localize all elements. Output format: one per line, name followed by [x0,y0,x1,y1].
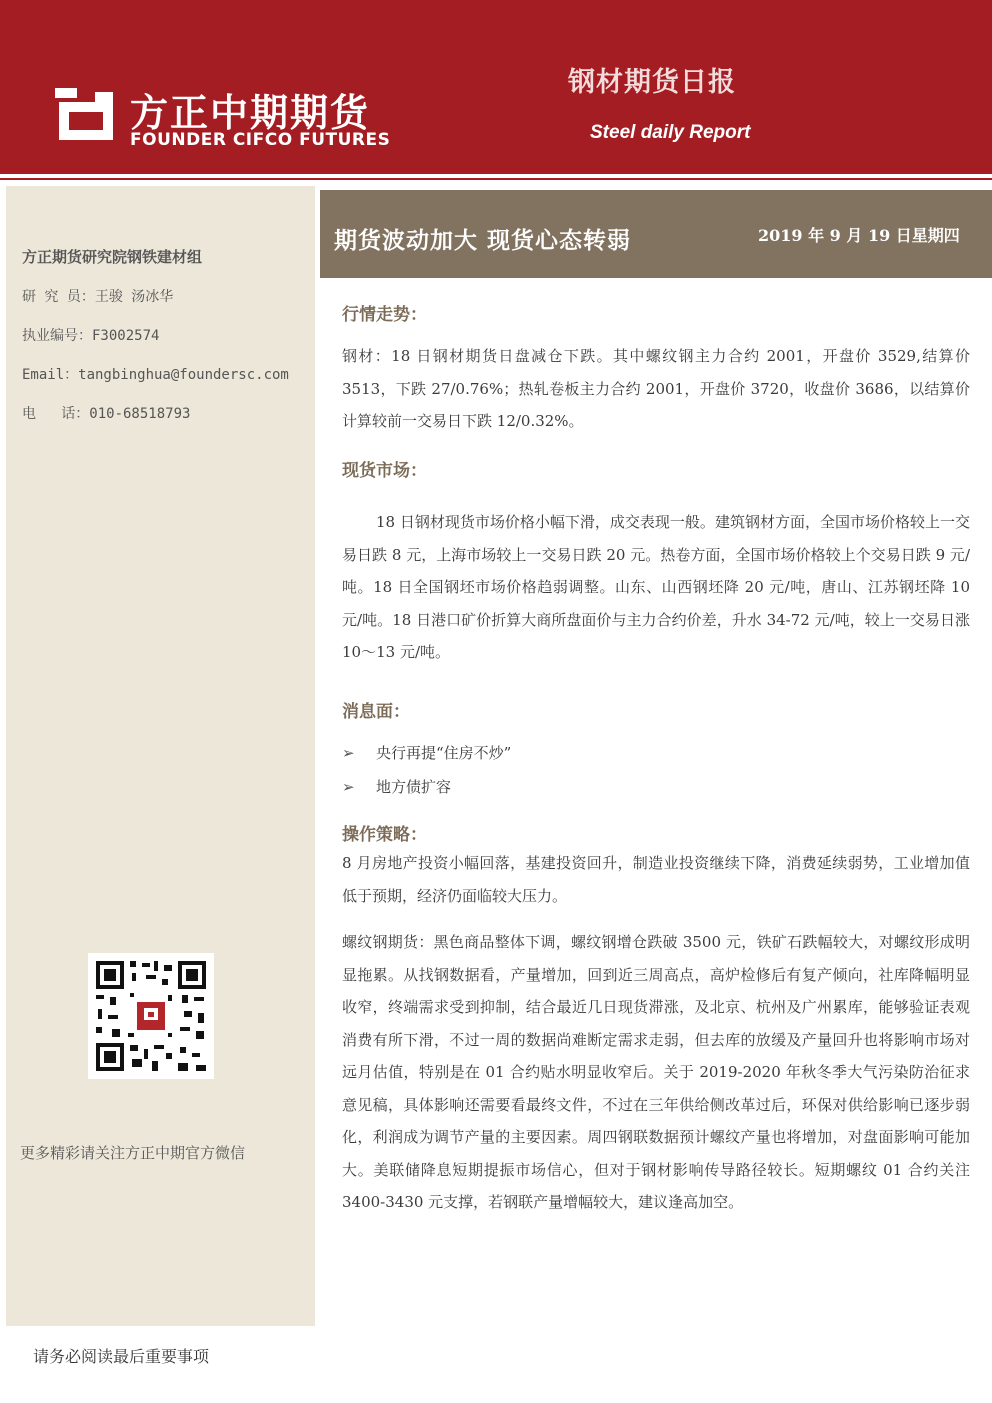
wechat-qr-code-icon[interactable] [88,953,214,1079]
section-heading-news: 消息面： [342,702,410,722]
header-divider [0,178,992,180]
report-subtitle: Steel daily Report [590,122,751,143]
section-heading-strategy: 操作策略： [342,825,427,845]
founder-logo-icon [55,88,117,144]
arrow-bullet-icon: ➢ [342,778,355,796]
news-item [342,742,511,763]
section-heading-spot-market: 现货市场： [342,461,427,481]
brand-name-en: FOUNDER CIFCO FUTURES [130,130,391,150]
news-item-text: 地方债扩容 [376,778,452,796]
sidebar-org: 方正期货研究院钢铁建材组 [22,248,203,266]
strategy-rebar-text: 螺纹钢期货：黑色商品整体下调，螺纹钢增仓跌破 3500 元，铁矿石跌幅较大，对螺纹形成明显拖累。从找钢数据看，产量增加，回到近三周高点，高炉检修后有复产倾向，社库降幅明显收窄，终端需求受到抑制，结合最近几日现货滞涨，及北京、杭州及广州累库，能够验证表观消费有所下滑，不过一周的数据尚难断定需求走弱，但去库的放缓及产量回升也将影响市场对远月估值，特别是在 01 合约贴水明显收窄后。关于 2019-2020 年秋冬季大气污染防治征求意见稿，具体影响还需要看最终文件，不过在三年供给侧改革过后，环保对供给影响已逐步弱化，利润成为调节产量的主要因素。周四钢联数据预计螺纹产量也将增加，对盘面影响可能加大。美联储降息短期提振市场信心，但对于钢材影响传导路径较长。短期螺纹 01 合约关注 3400-3430 元支撑，若钢联产量增幅较大，建议逢高加空。 [342,933,970,1211]
brand-name-cn: 方正中期期货 [130,91,371,135]
section-heading-market-trend: 行情走势： [342,305,427,325]
arrow-bullet-icon: ➢ [342,744,355,762]
sidebar-license: 执业编号：F3002574 [22,328,160,344]
footer-note: 请务必阅读最后重要事项 [33,1347,210,1366]
sidebar-email[interactable]: Email：tangbinghua@foundersc.com [22,367,289,383]
sidebar-follow-text: 更多精彩请关注方正中期官方微信 [20,1144,246,1162]
news-item-text: 央行再提“住房不炒” [376,744,512,762]
headline: 期货波动加大 现货心态转弱 [334,228,632,254]
market-trend-text: 钢材：18 日钢材期货日盘减仓下跌。其中螺纹钢主力合约 2001，开盘价 3529,结算价 3513，下跌 27/0.76%；热轧卷板主力合约 2001，开盘价 3720，收盘价 3686，以结算价计算较前一交易日下跌 12/0.32%。 [342,347,970,430]
report-title: 钢材期货日报 [568,67,736,98]
strategy-macro-text: 8 月房地产投资小幅回落，基建投资回升，制造业投资继续下降，消费延续弱势，工业增加值低于预期，经济仍面临较大压力。 [342,854,970,905]
sidebar-researchers: 研 究 员：王骏 汤冰华 [22,289,174,305]
report-date: 2019 年 9 月 19 日星期四 [758,226,960,245]
spot-market-text: 18 日钢材现货市场价格小幅下滑，成交表现一般。建筑钢材方面，全国市场价格较上一交易日跌 8 元，上海市场较上一交易日跌 20 元。热卷方面，全国市场价格较上个交易日跌 9 元/吨。18 日全国钢坯市场价格趋弱调整。山东、山西钢坯降 20 元/吨，唐山、江苏钢坯降 10 元/吨。18 日港口矿价折算大商所盘面价与主力合约价差，升水 34-72 元/吨，较上一交易日涨 10～13 元/吨。 [342,513,970,661]
sidebar-phone: 电 话：010-68518793 [22,406,191,422]
news-item [342,776,451,797]
